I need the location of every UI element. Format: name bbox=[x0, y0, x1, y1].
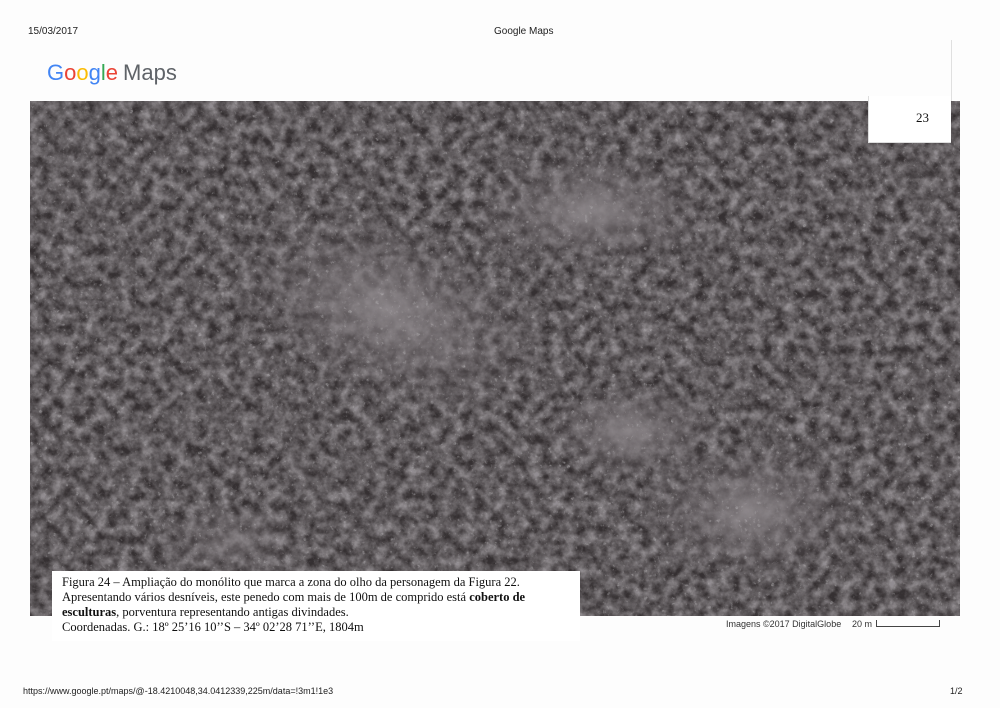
scan-edge-line bbox=[951, 40, 952, 102]
google-maps-logo[interactable] bbox=[47, 60, 177, 86]
scale-label[interactable]: 20 m bbox=[852, 619, 873, 629]
logo-letter: o bbox=[76, 60, 89, 85]
caption-emphasis: coberto de bbox=[469, 590, 526, 604]
logo-letter: l bbox=[100, 60, 106, 85]
caption-line bbox=[62, 605, 570, 620]
logo-product-name: Maps bbox=[123, 60, 177, 85]
logo-letter: g bbox=[88, 60, 101, 85]
caption-text: , porventura representando antigas divindades. bbox=[116, 605, 349, 619]
imagery-attribution[interactable]: Imagens ©2017 DigitalGlobe bbox=[726, 619, 842, 629]
satellite-map-view[interactable] bbox=[30, 101, 960, 616]
logo-letter: e bbox=[105, 60, 119, 85]
caption-emphasis: esculturas bbox=[62, 605, 117, 619]
satellite-image bbox=[30, 101, 960, 616]
page-number-label bbox=[868, 96, 951, 143]
scale-bar[interactable] bbox=[876, 620, 940, 627]
print-date: 15/03/2017 bbox=[28, 26, 79, 37]
page-number: 23 bbox=[916, 110, 929, 125]
print-url: https://www.google.pt/maps/@-18.4210048,34.0412339,225m/data=!3m1!1e3 bbox=[23, 686, 334, 696]
figure-caption bbox=[52, 571, 580, 641]
print-page-count: 1/2 bbox=[950, 686, 963, 696]
caption-coordinates: Coordenadas. G.: 18º 25’16 10’’S – 34º 02’28 71’’E, 1804m bbox=[62, 620, 364, 634]
caption-line bbox=[62, 590, 570, 605]
caption-line: Figura 24 – Ampliação do monólito que marca a zona do olho da personagem da Figura 22. bbox=[62, 575, 520, 589]
logo-letter: G bbox=[47, 60, 65, 85]
print-title: Google Maps bbox=[494, 26, 554, 37]
caption-text: Apresentando vários desníveis, este penedo com mais de 100m de comprido está bbox=[62, 590, 470, 604]
logo-letter: o bbox=[64, 60, 77, 85]
